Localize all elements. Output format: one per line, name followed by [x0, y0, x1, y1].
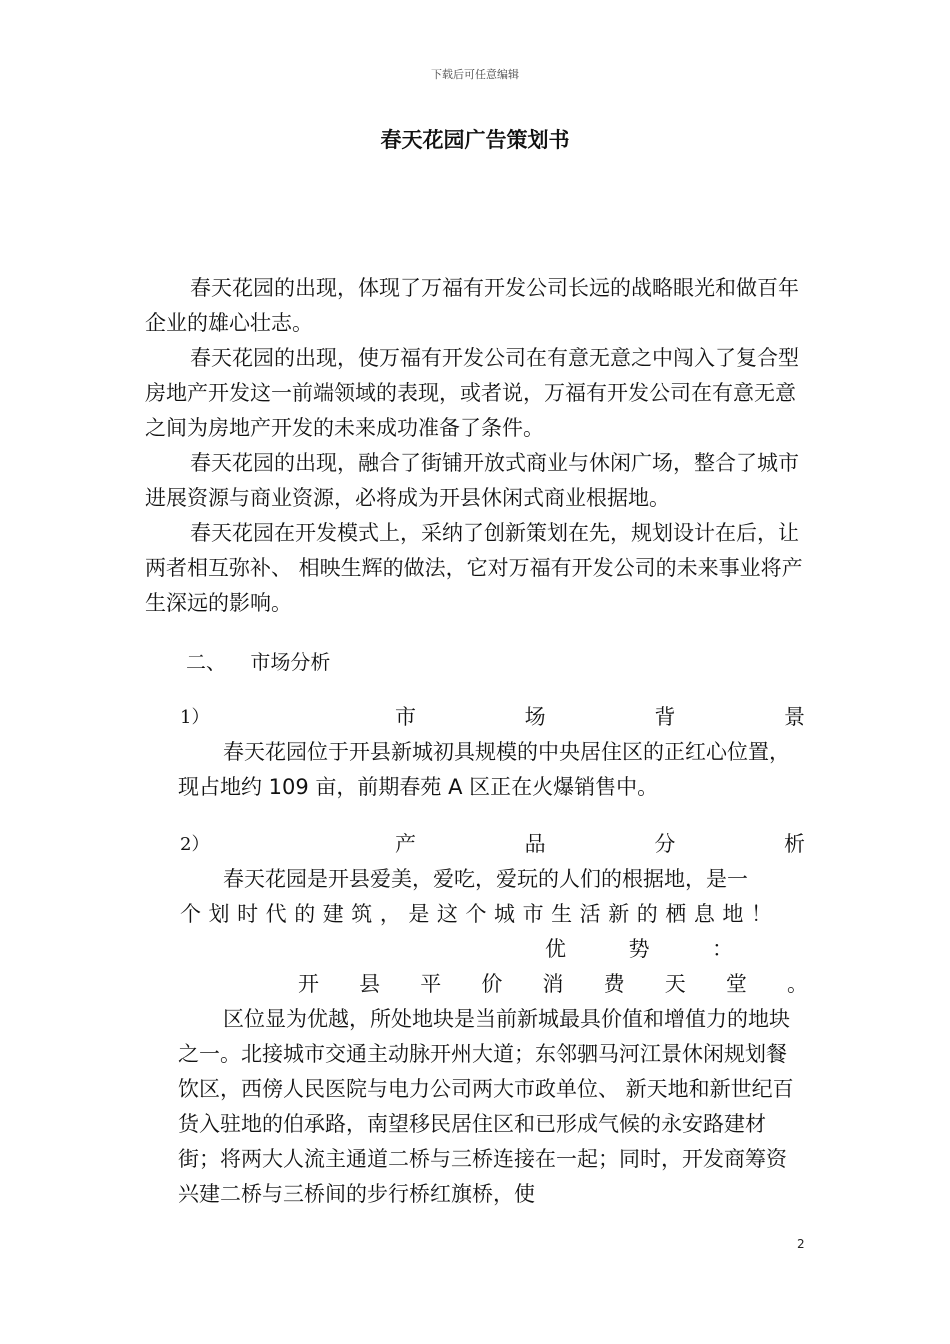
- text-char: 地: [722, 902, 744, 926]
- text-char: ，: [379, 902, 401, 926]
- text-char: 个: [180, 902, 201, 926]
- subheading-char: 分: [654, 832, 676, 856]
- subheading-char: 品: [524, 832, 546, 856]
- text-char: 优: [545, 937, 566, 961]
- intro-paragraph-4: 春天花园在开发模式上，采纳了创新策划在先，规划设计在后，让两者相互弥补、 相映生辉的做法，它对万福有开发公司的未来事业将产生深远的影响。: [145, 521, 803, 615]
- section-heading: [186, 646, 330, 675]
- text-char: 的: [294, 902, 316, 926]
- text-char: 划: [208, 902, 230, 926]
- text-char: 息: [693, 902, 715, 926]
- text-char: 开: [298, 972, 319, 996]
- text-char: 这: [436, 902, 458, 926]
- intro-paragraph-2: 春天花园的出现，使万福有开发公司在有意无意之中闯入了复合型房地产开发这一前端领域的表现，或者说，万福有开发公司在有意无意之间为房地产开发的未来成功准备了条件。: [145, 346, 799, 440]
- section-number: 二、: [186, 650, 226, 674]
- text-char: 堂: [725, 972, 747, 996]
- subheading-char: 产: [395, 832, 416, 856]
- subheading-market-background: [180, 700, 805, 735]
- document-title: 春天花园广告策划书: [380, 128, 570, 152]
- text-char: 城: [494, 902, 516, 926]
- text-char: 。: [787, 972, 808, 996]
- slogan-line: [298, 967, 808, 1002]
- subheading-number: 2）: [180, 834, 210, 855]
- text-char: ：: [712, 937, 733, 961]
- text-char: 活: [579, 902, 601, 926]
- advantage-heading: [545, 932, 733, 967]
- text-char: 个: [465, 902, 487, 926]
- subheading-char: 析: [783, 832, 805, 856]
- intro-paragraph-1: 春天花园的出现，体现了万福有开发公司长远的战略眼光和做百年企业的雄心壮志。: [145, 276, 799, 335]
- text-char: 新: [608, 902, 630, 926]
- market-background-text: 春天花园位于开县新城初具规模的中央居住区的正红心位置，现占地约 109 亩，前期春苑 A 区正在火爆销售中。: [178, 740, 790, 799]
- subheading-product-analysis: [180, 827, 805, 862]
- text-char: 生: [551, 902, 573, 926]
- text-char: 天: [664, 972, 686, 996]
- text-char: 是: [408, 902, 430, 926]
- text-char: 县: [359, 972, 381, 996]
- page-number: 2: [797, 1237, 805, 1251]
- text-char: 市: [522, 902, 544, 926]
- subheading-number: 1）: [180, 707, 210, 728]
- text-char: 栖: [665, 902, 687, 926]
- text-char: ！: [750, 902, 772, 926]
- subheading-char: 场: [524, 705, 546, 729]
- text-char: 价: [481, 972, 503, 996]
- text-char: 建: [322, 902, 344, 926]
- text-char: 消: [542, 972, 564, 996]
- product-text-line-1: 春天花园是开县爱美，爱吃，爱玩的人们的根据地，是一: [223, 867, 748, 891]
- section-label: 市场分析: [250, 650, 331, 674]
- subheading-char: 市: [395, 705, 416, 729]
- text-char: 代: [265, 902, 287, 926]
- text-char: 的: [636, 902, 658, 926]
- intro-paragraph-3: 春天花园的出现，融合了街铺开放式商业与休闲广场，整合了城市进展资源与商业资源，必将成为开县休闲式商业根据地。: [145, 451, 799, 510]
- location-paragraph: 区位显为优越，所处地块是当前新城最具价值和增值力的地块之一。北接城市交通主动脉开州大道；东邻驷马河江景休闲规划餐饮区，西傍人民医院与电力公司两大市政单位、 新天地和新世纪百货入驻地的伯承路，南望移民居住区和已形成气候的永安路建材街；将两大人流主通道二桥与三桥连接在一起；同时，开发商筹资兴建二桥与三桥间的步行桥红旗桥，使: [178, 1007, 794, 1206]
- text-char: 平: [420, 972, 442, 996]
- text-char: 费: [603, 972, 625, 996]
- subheading-char: 背: [654, 705, 676, 729]
- subheading-char: 景: [783, 705, 805, 729]
- text-char: 筑: [351, 902, 373, 926]
- text-char: 势: [628, 937, 650, 961]
- page-header: 下载后可任意编辑: [431, 68, 519, 81]
- text-char: 时: [237, 902, 259, 926]
- product-text-line-2: [180, 897, 772, 932]
